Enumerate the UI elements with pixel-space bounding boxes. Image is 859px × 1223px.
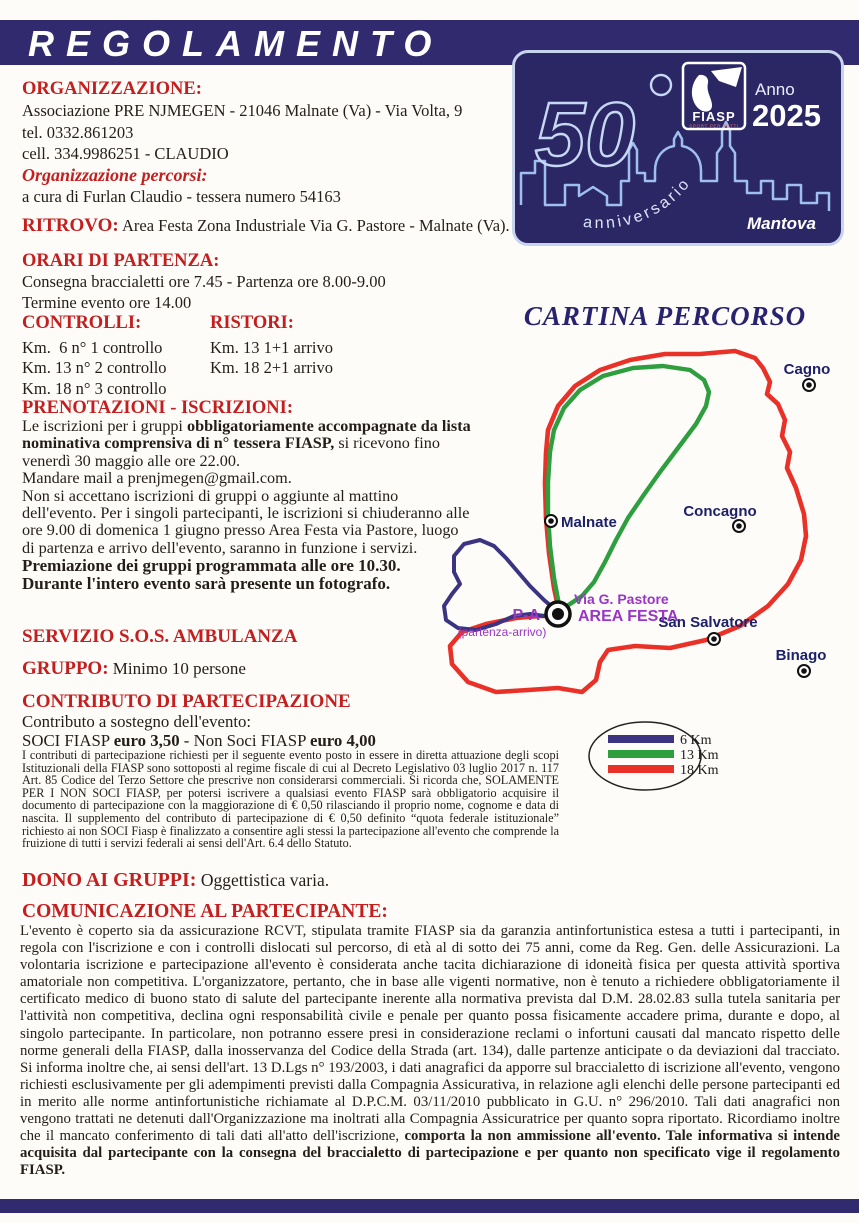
fiasp-foot-glyph [692,75,712,112]
ristori-line: Km. 13 1+1 arrivo [210,338,333,357]
route-13km-path [548,366,709,610]
organizzazione-line: cell. 334.9986251 - CLAUDIO [22,144,229,163]
legend-swatch-13km [608,750,674,758]
organizzazione-heading: ORGANIZZAZIONE: [22,79,202,99]
legend-label-13km: 13 Km [680,748,719,763]
ristori-block [210,313,333,379]
prenotazioni-body [22,418,474,592]
venue-street-label: Via G. Pastore [574,591,669,607]
legend-label-6km: 6 Km [680,733,712,748]
town-marker-concagno [683,503,756,532]
ristori-line: Km. 18 2+1 arrivo [210,358,333,378]
percorsi-heading: Organizzazione percorsi: [22,165,208,185]
orari-line: Termine evento ore 14.00 [22,292,192,312]
town-marker-malnate [545,514,617,531]
ritrovo-heading: RITROVO: [22,215,119,236]
ritrovo-text: Area Festa Zona Industriale Via G. Pastore - Malnate (Va). [118,216,510,235]
city-label: Mantova [747,214,816,233]
start-label: P-A [512,607,540,624]
soci-label: SOCI FIASP [22,731,114,750]
controlli-heading: CONTROLLI: [22,313,142,333]
controlli-block [22,313,167,399]
non-soci-amount: euro 4,00 [310,731,376,750]
town-marker-cagno [784,361,831,391]
contributo-fine-print: I contributi di partecipazione richiesti per il seguente evento posto in essere in diretta attuazione degli scopi Istituzionali della FIASP sono sottoposti al regime fiscale di cui al Decreto Legislativo 03 luglio 2017 n. 117 Art. 85 Codice del Terzo Settore che prescrive non considerarsi commerciali. Si ricorda che, SOLAMENTE PER I NON SOCI FIASP, per potersi iscrivere a qualsiasi evento FIASP sarà obbligatorio acquisire il documento di partecipazione con la maggiorazione di € 0,50 rilasciando il proprio nome, cognome e data di nascita. Il supplemento del contributo di partecipazione di € 0,50 definito “quota federale istituzionale” richiesto ai non SOCI Fiasp è finalizzato a consentire agli stessi la partecipazione all'evento che comprende la fruizione di tutti i servizi federali ai sensi dell'Art. 6.4 dello Statuto. [22,748,559,851]
comunicazione-heading: COMUNICAZIONE AL PARTECIPANTE: [22,901,388,922]
town-label-san-salvatore: San Salvatore [658,614,758,631]
page-title: REGOLAMENTO [28,23,444,64]
venue-area-label: AREA FESTA [578,608,679,625]
map-legend [589,722,719,790]
map-title: CARTINA PERCORSO [523,301,807,331]
controlli-line: Km. 18 n° 3 controllo [22,378,167,398]
anno-label: Anno [755,80,795,99]
orari-line: Consegna braccialetti ore 7.45 - Partenza ore 8.00-9.00 [22,272,386,291]
servizio-heading: SERVIZIO S.O.S. AMBULANZA [22,626,298,647]
prenotazioni-p1-bold: obbligatoriamente accompagnate da lista nominativa comprensiva di n° tessera FIASP, [22,417,471,453]
anniversary-card-art [515,53,841,243]
fiasp-logo [683,63,745,129]
legend-label-18km: 18 Km [680,763,719,778]
legend-swatch-18km [608,765,674,773]
organizzazione-line: Associazione PRE NJMEGEN - 21046 Malnate (Va) - Via Volta, 9 [22,101,463,120]
anno-year: 2025 [752,98,821,133]
prenotazioni-p1-end: si ricevono fino venerdì 30 maggio alle ore 22.00. [22,434,440,470]
dono-row [22,869,329,892]
comunicazione-text: L'evento è coperto sia da assicurazione RCVT, stipulata tramite FIASP sia da garanzia antinfortunistica estesa a tutti i partecipanti, in regola con l'iscrizione e con i controlli dislocati sul percorso, di età al di sotto dei 75 anni, come da Reg. Gen. delle Assicurazioni. La volontaria iscrizione e partecipazione all'evento è considerata anche tacita dichiarazione di idoneità fisica per questa attività sportiva amatoriale non competitiva. L'organizzatore, pertanto, che in base alle vigenti normative, non è tenuto a richiedere obbligatoriamente il certificato medico di buono stato di salute del partecipante inerente alla normativa prevista dal D.M. 28.02.83 sulla tutela sanitaria per l'attività non competitiva, declina ogni responsabilità civile e penale per quanto possa fisicamente accadere prima, durante e dopo, al singolo partecipante. In particolare, non potranno essere presi in considerazione reclami o infortuni causati dal mancato rispetto delle norme generali della FIASP, dalla inosservanza del Codice della Strada (art. 134), dalle partenze anticipate o da deviazioni dal tracciato. Si informa inoltre che, ai sensi dell'art. 13 D.Lgs n° 193/2003, i dati anagrafici da apporre sul braccialetto di iscrizione all'evento, vengono richiesti esclusivamente per gli adempimenti previsti dalla Compagnia Assicurativa, in relazione agli elenchi delle persone partecipanti ed in merito alle norme antinfortunistiche richiamate al D.P.C.M. 03/11/2010 pubblicato in G.U. n° 296/2010. Tali dati anagrafici non vengono trattati ne detenuti dall'Organizzazione ma inoltrati alla Compagnia Assicuratrice per quanto sopra riportato. Ricordiamo inoltre che il mancato conferimento di tali dati all'atto dell'iscrizione, [20,923,840,1145]
town-marker-binago [776,647,827,677]
town-label-malnate: Malnate [561,514,617,531]
legend-swatch-6km [608,735,674,743]
prenotazioni-p1-start: Le iscrizioni per i gruppi [22,417,187,435]
degree-symbol [651,75,671,95]
orari-heading: ORARI DI PARTENZA: [22,251,220,271]
route-map [428,288,859,812]
fiasp-pennant-glyph [711,67,742,87]
prenotazioni-p3: Non si accettano iscrizioni di gruppi o aggiunte al mattino dell'evento. Per i singoli partecipanti, le iscrizioni si chiuderanno alle ore 9.00 di domenica 1 giugno presso Area Festa via Pastore, luogo di partenza e arrivo dell'evento, saranno in funzione i servizi. [22,486,470,557]
comunicazione-body [20,923,840,1179]
route-6km-path [444,540,558,630]
fiasp-tagline: SPORT PER TUTTI [689,123,739,129]
gruppo-row [22,658,246,680]
town-label-binago: Binago [775,647,827,664]
fees-mid: - Non Soci FIASP [179,731,310,750]
dono-text: Oggettistica varia. [196,870,330,890]
town-label-concagno: Concagno [683,503,757,520]
fiasp-anniversary-card [512,50,844,246]
start-finish-marker [458,591,679,639]
prenotazioni-heading: PRENOTAZIONI - ISCRIZIONI: [22,398,294,418]
comunicazione-bold-tail: comporta la non ammissione all'evento. Tale informativa si intende acquisita dal partecipante con la consegna del braccialetto di partecipazione e per quanto non specificato vige il regolamento FIASP. [20,1128,841,1179]
fiasp-label: FIASP [692,109,736,124]
anniversary-number: 50 [535,85,636,185]
controlli-line: Km. 6 n° 1 controllo [22,338,163,357]
dono-heading: DONO AI GRUPPI: [22,869,197,891]
gruppo-heading: GRUPPO: [22,658,109,679]
prenotazioni-fotografo: Durante l'intero evento sarà presente un fotografo. [22,573,391,593]
organizzazione-line: tel. 0332.861203 [22,122,134,142]
prenotazioni-p2: Mandare mail a prenjmegen@gmail.com. [22,469,292,488]
town-label-cagno: Cagno [783,361,831,378]
percorsi-line: a cura di Furlan Claudio - tessera numero 54163 [22,187,341,206]
soci-amount: euro 3,50 [113,731,180,750]
prenotazioni-premiazione: Premiazione dei gruppi programmata alle ore 10.30. [22,556,401,576]
gruppo-text: Minimo 10 persone [108,659,246,678]
anniversary-word: anniversario [582,174,695,233]
contributo-line1: Contributo a sostegno dell'evento: [22,712,252,731]
controlli-line: Km. 13 n° 2 controllo [22,358,167,378]
ritrovo-row [22,215,510,237]
contributo-heading: CONTRIBUTO DI PARTECIPAZIONE [22,691,351,712]
ristori-heading: RISTORI: [210,313,294,333]
start-sublabel: (partenza-arrivo) [457,625,547,639]
bottom-bar [0,1199,859,1213]
